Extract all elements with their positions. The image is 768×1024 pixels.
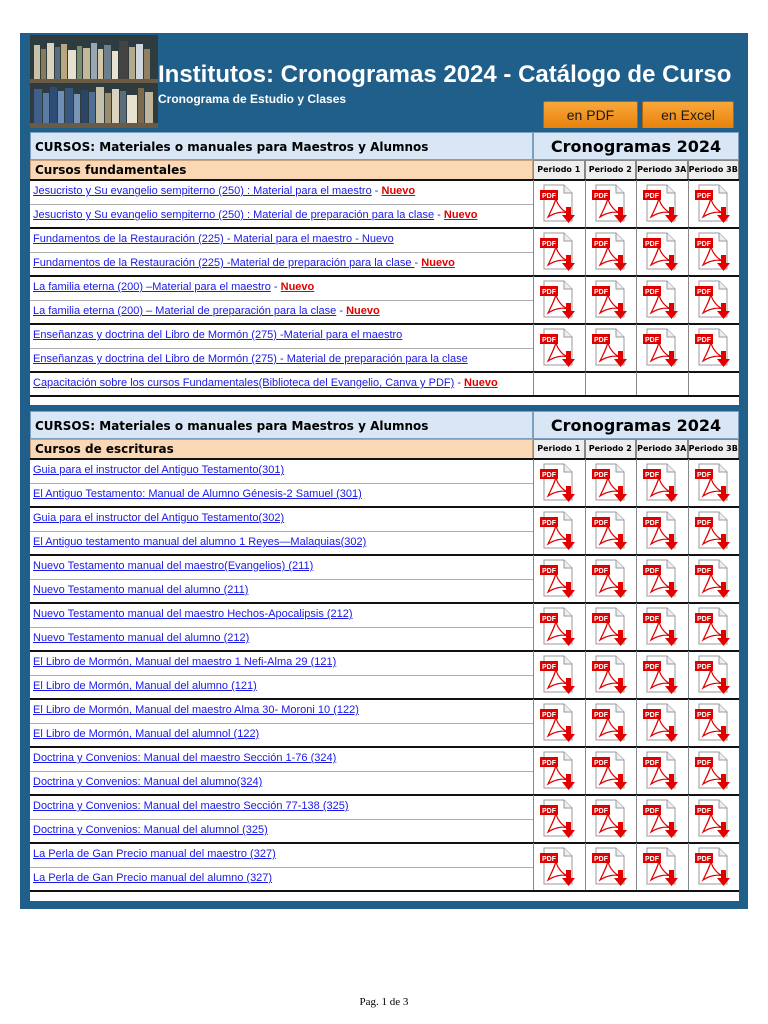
course-link[interactable]: Nuevo Testamento manual del alumno (211) (33, 584, 249, 596)
separator: - (414, 257, 422, 269)
pdf-download-icon[interactable] (693, 231, 733, 273)
pdf-download-icon[interactable] (641, 327, 681, 369)
pdf-download-icon[interactable] (590, 558, 630, 600)
course-link[interactable]: Doctrina y Convenios: Manual del maestro Sección 77-138 (325) (33, 800, 349, 812)
pdf-download-icon[interactable] (641, 462, 681, 504)
svg-text:PDF: PDF (645, 808, 659, 815)
svg-text:PDF: PDF (593, 808, 608, 815)
course-row (30, 675, 533, 699)
pdf-download-icon[interactable] (538, 558, 578, 600)
separator: - (454, 377, 465, 389)
course-row (30, 651, 533, 675)
course-link[interactable]: El Libro de Mormón, Manual del alumno (121) (33, 680, 257, 692)
row-divider (30, 348, 533, 349)
group-divider (30, 890, 739, 892)
course-link[interactable]: Guia para el instructor del Antiguo Testamento(302) (33, 512, 285, 524)
course-row (30, 324, 533, 348)
section-fundamentales (30, 132, 739, 405)
pdf-download-icon[interactable] (538, 279, 578, 321)
svg-text:PDF: PDF (593, 289, 608, 296)
period-cell (636, 372, 688, 396)
svg-text:PDF: PDF (593, 520, 608, 527)
row-divider (30, 819, 533, 820)
row-divider (30, 579, 533, 580)
pdf-download-icon[interactable] (538, 750, 578, 792)
course-row (30, 276, 533, 300)
svg-text:PDF: PDF (593, 856, 608, 863)
pdf-download-icon[interactable] (641, 183, 681, 225)
course-row (30, 531, 533, 555)
svg-text:PDF: PDF (542, 856, 556, 863)
section-subheading: Cursos de escrituras (30, 439, 533, 459)
svg-text:PDF: PDF (542, 193, 556, 200)
svg-text:PDF: PDF (645, 856, 659, 863)
pdf-download-icon[interactable] (590, 462, 630, 504)
course-row (30, 819, 533, 843)
separator: - (371, 185, 382, 197)
svg-text:PDF: PDF (593, 241, 608, 248)
pdf-download-icon[interactable] (590, 798, 630, 840)
course-link[interactable]: Enseñanzas y doctrina del Libro de Mormón (275) - Material de preparación para la clase (33, 353, 468, 365)
pdf-download-icon[interactable] (538, 183, 578, 225)
svg-text:PDF: PDF (696, 616, 711, 623)
row-divider (30, 723, 533, 724)
period-header: Periodo 3A (636, 160, 688, 180)
svg-text:PDF: PDF (593, 712, 608, 719)
row-divider (30, 771, 533, 772)
separator: - (270, 281, 281, 293)
svg-text:PDF: PDF (696, 193, 711, 200)
period-header: Periodo 3A (636, 439, 688, 459)
course-row (30, 579, 533, 603)
svg-text:PDF: PDF (593, 568, 608, 575)
row-divider (30, 867, 533, 868)
period-header: Periodo 1 (533, 439, 585, 459)
pdf-download-icon[interactable] (538, 231, 578, 273)
pdf-download-icon[interactable] (641, 846, 681, 888)
svg-text:PDF: PDF (542, 616, 556, 623)
course-row (30, 723, 533, 747)
course-link[interactable]: El Libro de Mormón, Manual del alumnol (122) (33, 728, 260, 740)
course-row (30, 747, 533, 771)
row-divider (30, 675, 533, 676)
course-link[interactable]: La familia eterna (200) – Material de preparación para la clase (33, 305, 337, 317)
pdf-download-icon[interactable] (693, 558, 733, 600)
svg-text:PDF: PDF (696, 520, 711, 527)
page-header (30, 35, 738, 128)
svg-text:PDF: PDF (645, 520, 659, 527)
group-divider (30, 395, 739, 397)
course-link[interactable]: Doctrina y Convenios: Manual del alumnol (325) (33, 824, 268, 836)
pdf-download-icon[interactable] (693, 846, 733, 888)
course-row (30, 795, 533, 819)
page-subtitle: Cronograma de Estudio y Clases (158, 92, 347, 106)
course-row (30, 252, 533, 276)
section-heading: CURSOS: Materiales o manuales para Maestros y Alumnos (30, 132, 533, 160)
pdf-download-icon[interactable] (641, 510, 681, 552)
course-link[interactable]: El Libro de Mormón, Manual del maestro Alma 30- Moroni 10 (122) (33, 704, 359, 716)
svg-text:PDF: PDF (645, 289, 659, 296)
pdf-download-icon[interactable] (641, 654, 681, 696)
period-header: Periodo 1 (533, 160, 585, 180)
course-link[interactable]: Fundamentos de la Restauración (225) -Material de preparación para la clase (33, 257, 415, 269)
svg-text:PDF: PDF (645, 472, 659, 479)
pdf-download-icon[interactable] (538, 846, 578, 888)
svg-text:PDF: PDF (645, 241, 659, 248)
period-header: Periodo 3B (688, 439, 740, 459)
pdf-download-icon[interactable] (590, 702, 630, 744)
cronogramas-heading: Cronogramas 2024 (533, 411, 739, 439)
course-link[interactable]: La familia eterna (200) –Material para el maestro (33, 281, 271, 293)
row-divider (30, 627, 533, 628)
separator: - (336, 305, 347, 317)
course-row (30, 843, 533, 867)
pdf-download-icon[interactable] (641, 231, 681, 273)
course-row (30, 459, 533, 483)
course-row (30, 300, 533, 324)
period-header: Periodo 2 (585, 160, 637, 180)
svg-text:PDF: PDF (542, 289, 556, 296)
course-link[interactable]: Guia para el instructor del Antiguo Testamento(301) (33, 464, 285, 476)
page-number: Pag. 1 de 3 (359, 996, 409, 1008)
bookshelf-image (30, 35, 158, 128)
course-link[interactable]: El Antiguo Testamento: Manual de Alumno Génesis-2 Samuel (301) (33, 488, 362, 500)
pdf-download-icon[interactable] (641, 279, 681, 321)
svg-text:PDF: PDF (645, 664, 659, 671)
page-title: Institutos: Cronogramas 2024 - Catálogo de Curso (158, 61, 732, 88)
pdf-download-icon[interactable] (693, 654, 733, 696)
pdf-download-icon[interactable] (590, 231, 630, 273)
pdf-download-icon[interactable] (590, 327, 630, 369)
course-row (30, 867, 533, 891)
pdf-download-icon[interactable] (693, 606, 733, 648)
course-link[interactable]: Jesucristo y Su evangelio sempiterno (250) : Material para el maestro (33, 185, 372, 197)
svg-text:PDF: PDF (593, 664, 608, 671)
pdf-download-icon[interactable] (590, 654, 630, 696)
pdf-download-icon[interactable] (693, 462, 733, 504)
nuevo-badge[interactable]: Nuevo (346, 305, 380, 317)
svg-text:PDF: PDF (696, 337, 711, 344)
svg-text:PDF: PDF (593, 193, 608, 200)
pdf-download-icon[interactable] (693, 798, 733, 840)
course-link[interactable]: La Perla de Gan Precio manual del maestro (327) (33, 848, 276, 860)
nuevo-badge[interactable]: Nuevo (280, 281, 315, 293)
course-row (30, 507, 533, 531)
course-link[interactable]: Enseñanzas y doctrina del Libro de Mormón (275) -Material para el maestro (33, 329, 403, 341)
svg-text:PDF: PDF (593, 616, 608, 623)
svg-text:PDF: PDF (542, 241, 556, 248)
pdf-download-icon[interactable] (693, 510, 733, 552)
course-row (30, 348, 533, 372)
pdf-download-icon[interactable] (641, 798, 681, 840)
pdf-download-icon[interactable] (693, 750, 733, 792)
svg-text:PDF: PDF (696, 856, 711, 863)
svg-text:PDF: PDF (645, 712, 659, 719)
svg-text:PDF: PDF (593, 337, 608, 344)
period-header: Periodo 3B (688, 160, 740, 180)
course-link[interactable]: Nuevo Testamento manual del maestro Hechos-Apocalipsis (212) (33, 608, 353, 620)
nuevo-badge[interactable]: Nuevo (381, 185, 416, 197)
course-row (30, 627, 533, 651)
pdf-download-icon[interactable] (590, 279, 630, 321)
svg-text:PDF: PDF (542, 808, 556, 815)
pdf-download-icon[interactable] (641, 750, 681, 792)
course-link[interactable]: La Perla de Gan Precio manual del alumno (327) (33, 872, 273, 884)
course-link[interactable]: Doctrina y Convenios: Manual del maestro Sección 1-76 (324) (33, 752, 337, 764)
svg-text:PDF: PDF (696, 808, 711, 815)
svg-text:PDF: PDF (696, 289, 711, 296)
section-subheading: Cursos fundamentales (30, 160, 533, 180)
course-link[interactable]: Nuevo Testamento manual del alumno (212) (33, 632, 250, 644)
course-row (30, 603, 533, 627)
nuevo-badge[interactable]: Nuevo (421, 257, 455, 269)
period-cell (533, 372, 585, 396)
section-heading: CURSOS: Materiales o manuales para Maestros y Alumnos (30, 411, 533, 439)
pdf-download-icon[interactable] (538, 327, 578, 369)
section-escrituras (30, 411, 739, 901)
course-row (30, 555, 533, 579)
svg-text:PDF: PDF (542, 472, 556, 479)
pdf-button[interactable]: en PDF (543, 101, 638, 128)
row-divider (30, 204, 533, 205)
course-link[interactable]: Jesucristo y Su evangelio sempiterno (250) : Material de preparación para la clase (33, 209, 435, 221)
course-link[interactable]: Nuevo Testamento manual del maestro(Evangelios) (211) (33, 560, 314, 572)
course-row (30, 771, 533, 795)
pdf-download-icon[interactable] (693, 279, 733, 321)
pdf-download-icon[interactable] (590, 183, 630, 225)
pdf-download-icon[interactable] (641, 606, 681, 648)
pdf-download-icon[interactable] (538, 702, 578, 744)
course-row (30, 180, 533, 204)
pdf-download-icon[interactable] (538, 510, 578, 552)
pdf-download-icon[interactable] (641, 558, 681, 600)
nuevo-badge[interactable]: Nuevo (443, 209, 478, 221)
pdf-download-icon[interactable] (590, 510, 630, 552)
period-header: Periodo 2 (585, 439, 637, 459)
course-link[interactable]: El Antiguo testamento manual del alumno 1 Reyes—Malaquias(302) (33, 536, 367, 548)
row-divider (30, 483, 533, 484)
course-link[interactable]: Capacitación sobre los cursos Fundamentales(Biblioteca del Evangelio, Canva y PDF) (33, 377, 455, 389)
svg-text:PDF: PDF (645, 616, 659, 623)
pdf-download-icon[interactable] (538, 654, 578, 696)
svg-text:PDF: PDF (696, 760, 711, 767)
course-link[interactable]: El Libro de Mormón, Manual del maestro 1 Nefi-Alma 29 (121) (33, 656, 337, 668)
nuevo-badge[interactable]: Nuevo (464, 377, 498, 389)
svg-text:PDF: PDF (542, 760, 556, 767)
pdf-download-icon[interactable] (538, 462, 578, 504)
pdf-download-icon[interactable] (538, 798, 578, 840)
course-row (30, 372, 533, 396)
svg-text:PDF: PDF (542, 568, 556, 575)
pdf-download-icon[interactable] (693, 702, 733, 744)
svg-text:PDF: PDF (696, 568, 711, 575)
svg-text:PDF: PDF (645, 337, 659, 344)
period-cell (585, 372, 637, 396)
pdf-download-icon[interactable] (538, 606, 578, 648)
svg-text:PDF: PDF (542, 712, 556, 719)
svg-text:PDF: PDF (542, 520, 556, 527)
course-row (30, 204, 533, 228)
svg-text:PDF: PDF (593, 760, 608, 767)
pdf-download-icon[interactable] (693, 183, 733, 225)
pdf-download-icon[interactable] (590, 606, 630, 648)
pdf-download-icon[interactable] (590, 750, 630, 792)
course-link[interactable]: Doctrina y Convenios: Manual del alumno(324) (33, 776, 263, 788)
svg-text:PDF: PDF (696, 712, 711, 719)
svg-text:PDF: PDF (696, 664, 711, 671)
row-divider (30, 531, 533, 532)
excel-button[interactable]: en Excel (642, 101, 734, 128)
pdf-download-icon[interactable] (693, 327, 733, 369)
svg-text:PDF: PDF (696, 472, 711, 479)
course-link[interactable]: Fundamentos de la Restauración (225) - Material para el maestro - Nuevo (33, 233, 394, 245)
course-row (30, 228, 533, 252)
svg-text:PDF: PDF (645, 760, 659, 767)
course-row (30, 699, 533, 723)
period-cell (688, 372, 740, 396)
svg-text:PDF: PDF (696, 241, 711, 248)
pdf-download-icon[interactable] (590, 846, 630, 888)
cronogramas-heading: Cronogramas 2024 (533, 132, 739, 160)
svg-text:PDF: PDF (645, 568, 659, 575)
svg-text:PDF: PDF (645, 193, 659, 200)
svg-text:PDF: PDF (542, 337, 556, 344)
svg-text:PDF: PDF (593, 472, 608, 479)
pdf-download-icon[interactable] (641, 702, 681, 744)
separator: - (434, 209, 444, 221)
row-divider (30, 252, 533, 253)
course-row (30, 483, 533, 507)
row-divider (30, 300, 533, 301)
bookshelf-icon (30, 35, 158, 128)
svg-text:PDF: PDF (542, 664, 556, 671)
